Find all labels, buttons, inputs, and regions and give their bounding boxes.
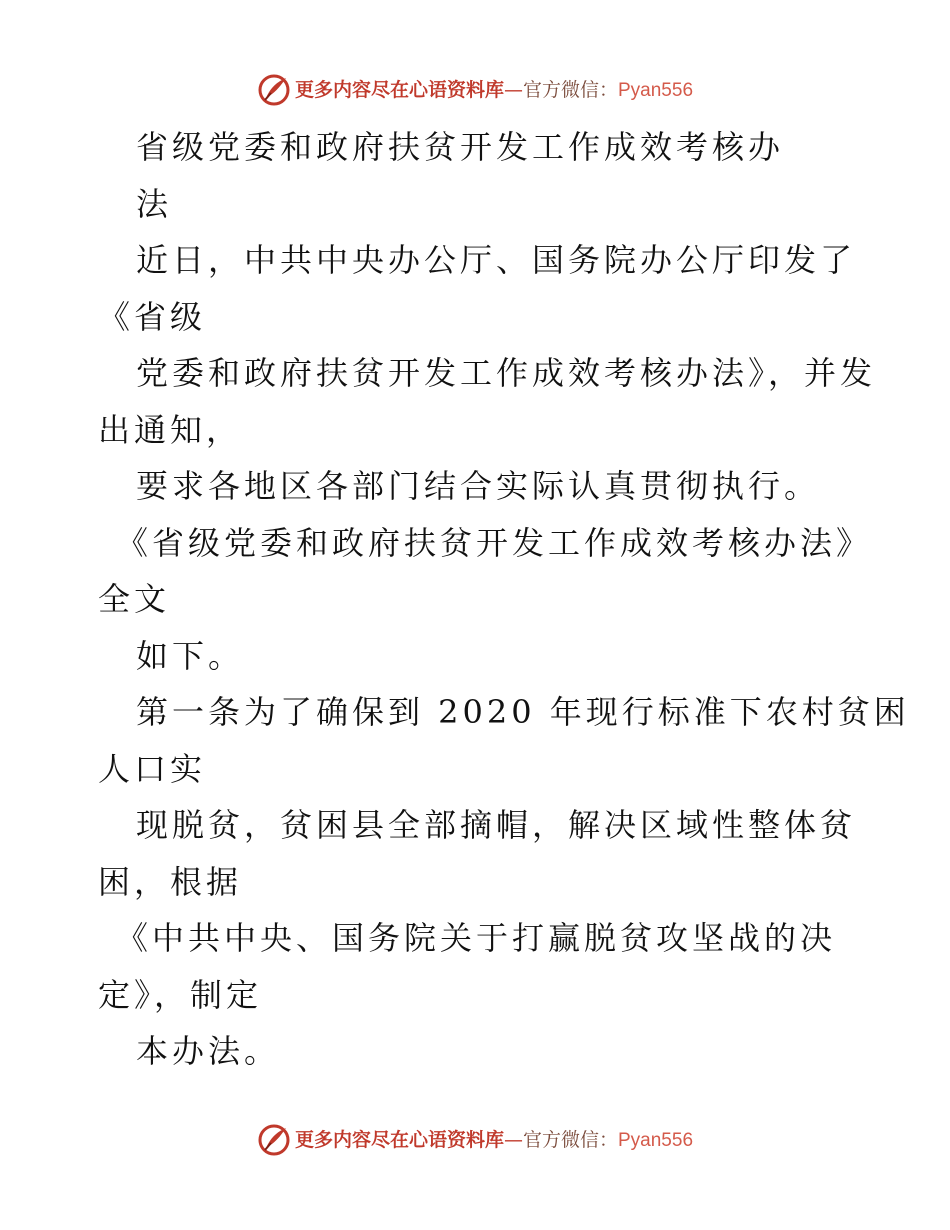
- footer-banner-dash: —: [503, 1128, 523, 1151]
- footer-banner-main: 更多内容尽在心语资料库: [294, 1128, 504, 1151]
- document-body: [0, 119, 950, 1080]
- doc-line-5: 党委和政府扶贫开发工作成效考核办法》，并发: [136, 354, 877, 392]
- doc-line-17: 本办法。: [136, 1032, 281, 1070]
- header-banner-text: [294, 78, 694, 101]
- header-banner-id: Pyan556: [618, 79, 694, 101]
- doc-line-7: 要求各地区各部门结合实际认真贯彻执行。: [136, 467, 821, 505]
- feather-logo-icon: [257, 73, 291, 107]
- doc-line-10: 如下。: [136, 636, 245, 675]
- footer-banner-label: 官方微信：: [522, 1128, 618, 1151]
- doc-line-6: 出通知，: [98, 410, 243, 449]
- footer-banner-text: [294, 1128, 694, 1151]
- doc-line-4: 《省级: [98, 297, 207, 336]
- doc-line-13: 现脱贫，贫困县全部摘帽，解决区域性整体贫: [136, 806, 857, 844]
- doc-line-3: 近日，中共中央办公厅、国务院办公厅印发了: [136, 241, 857, 279]
- footer-banner-id: Pyan556: [618, 1129, 694, 1151]
- doc-line-1: 省级党委和政府扶贫开发工作成效考核办: [136, 128, 785, 166]
- doc-line-15: 《中共中央、国务院关于打赢脱贫攻坚战的决: [116, 919, 837, 957]
- feather-logo-icon: [257, 1123, 291, 1157]
- header-banner-dash: —: [503, 78, 523, 101]
- doc-line-8: 《省级党委和政府扶贫开发工作成效考核办法》: [116, 523, 873, 562]
- doc-line-14: 困，根据: [98, 862, 243, 901]
- doc-line-2: 法: [136, 184, 173, 223]
- header-banner-main: 更多内容尽在心语资料库: [294, 78, 504, 101]
- header-banner-label: 官方微信：: [522, 78, 618, 101]
- doc-line-12: 人口实: [98, 749, 207, 788]
- doc-line-16: 定》，制定: [98, 975, 263, 1014]
- header-banner: [0, 70, 950, 110]
- doc-line-9: 全文: [98, 580, 171, 618]
- footer-banner: [0, 1120, 950, 1160]
- doc-line-11: 第一条为了确保到 2020 年现行标准下农村贫困: [136, 693, 910, 731]
